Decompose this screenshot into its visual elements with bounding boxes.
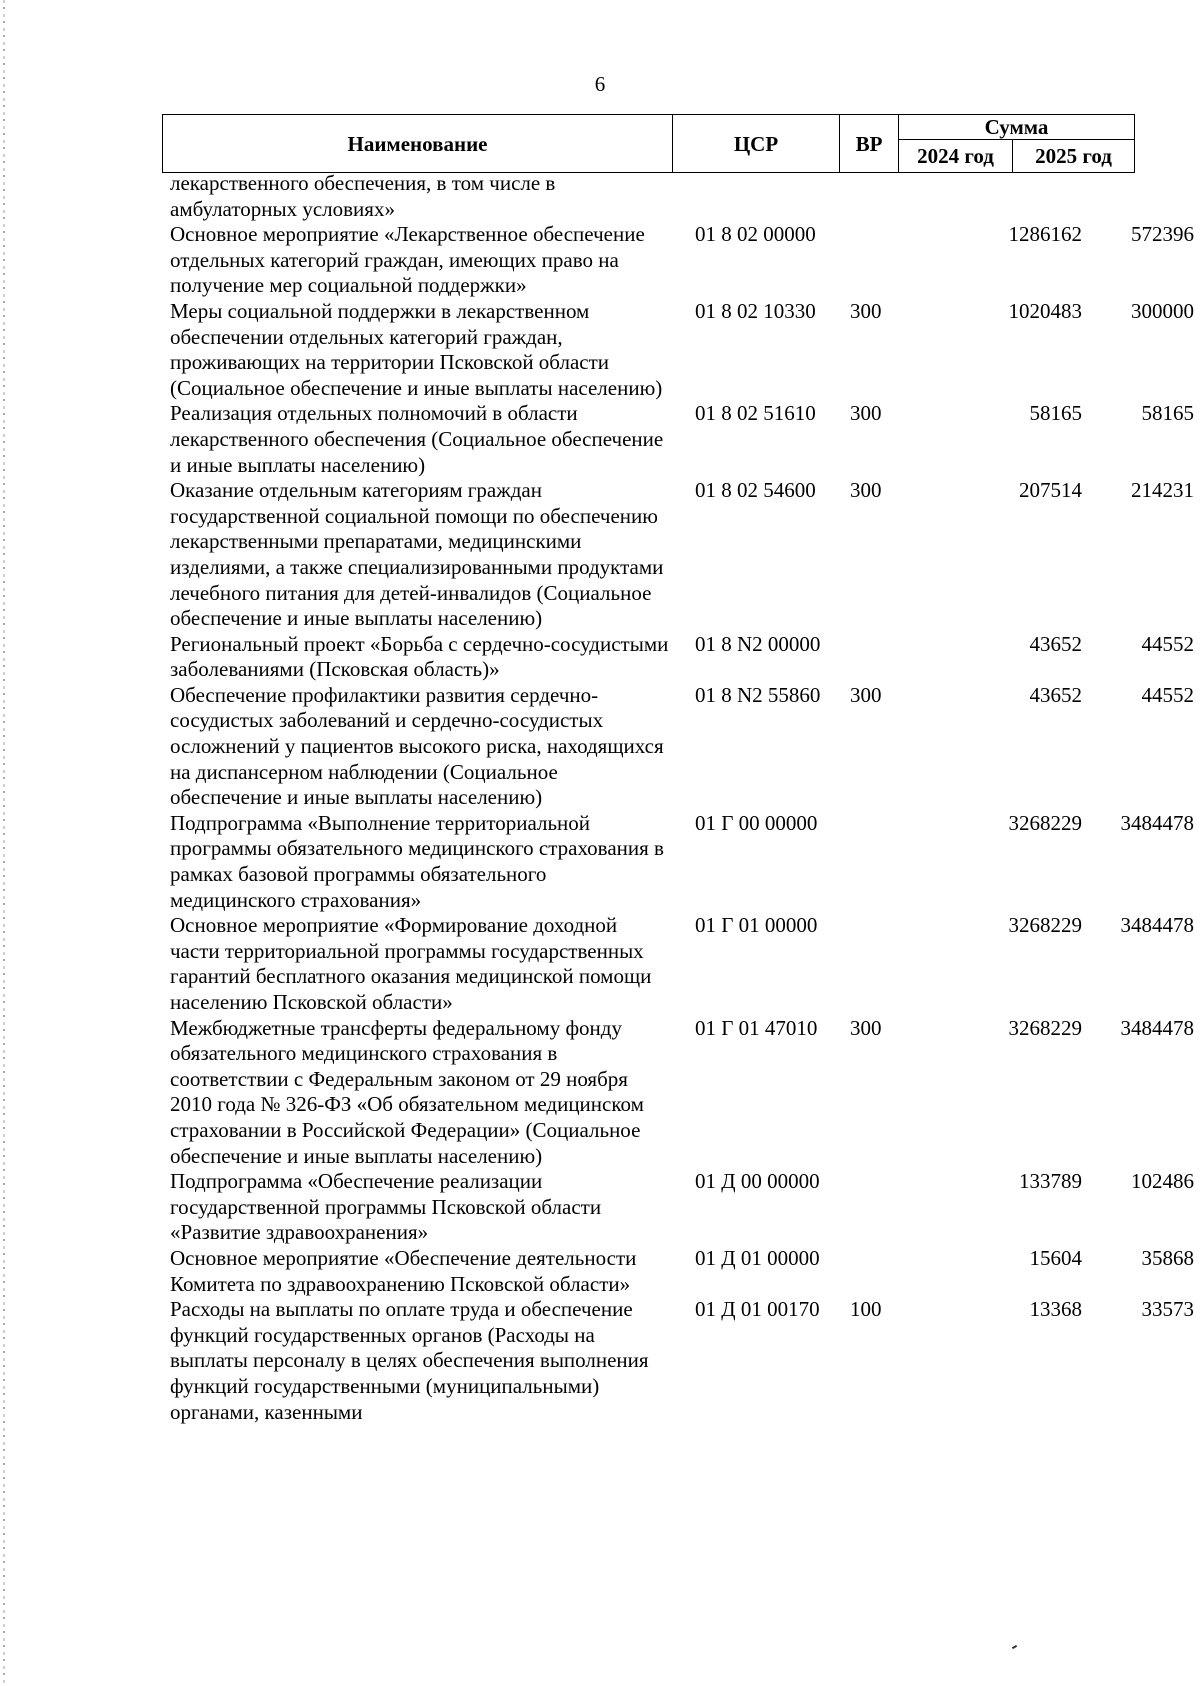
row-csr: 01 8 N2 00000 [695,631,821,656]
row-csr: 01 Д 01 00000 [695,1245,820,1270]
row-name: лекарственного обеспечения, в том числе в амбулаторных условиях» [170,171,556,221]
row-csr: 01 Г 01 00000 [695,913,818,938]
table-body [170,171,1194,1425]
table-row [170,222,1194,299]
row-name: Оказание отдельным категориям граждан государственной социальной помощи по обеспечению лекарственными препаратами, медицинскими изделиями, а также специализированными продуктами лечебного питания для детей-инвалидов (Социальное обеспечение и иные выплаты населению) [170,478,664,631]
row-sum-2024: 13368 [1029,1297,1082,1322]
table-row [170,1015,1194,1170]
row-sum-2024: 133789 [1019,1169,1082,1194]
table-row [170,810,1194,913]
table-row [170,171,1134,222]
scan-mark [1012,1645,1017,1649]
row-sum-2024: 15604 [1029,1245,1082,1270]
row-sum-2025: 33573 [1141,1297,1194,1322]
row-vr: 300 [850,298,882,323]
row-sum-2025: 572396 [1131,222,1194,247]
row-csr: 01 8 N2 55860 [695,682,821,707]
row-sum-2025: 3484478 [1120,810,1194,835]
header-year-2025: 2025 год [1013,140,1135,173]
header-csr: ЦСР [673,115,840,173]
row-sum-2025: 3484478 [1120,913,1194,938]
row-sum-2024: 3268229 [1008,913,1082,938]
row-sum-2024: 3268229 [1008,810,1082,835]
row-sum-2024: 43652 [1029,631,1082,656]
table-row [170,631,1194,683]
row-csr: 01 Д 00 00000 [695,1169,820,1194]
header-name: Наименование [163,115,673,173]
scan-edge [3,0,5,1686]
table-row [170,1169,1194,1246]
row-vr: 300 [850,401,882,426]
table-row [170,298,1194,401]
row-csr: 01 8 02 00000 [695,222,816,247]
header-sum: Сумма [899,115,1135,140]
row-sum-2025: 35868 [1141,1245,1194,1270]
row-csr: 01 Г 01 47010 [695,1015,818,1040]
table-row [170,478,1194,632]
row-name: Расходы на выплаты по оплате труда и обеспечение функций государственных органов (Расходы на выплаты персоналу в целях обеспечения выполнения функций государственными (муниципальными) органами, казенными [170,1297,649,1424]
row-name: Региональный проект «Борьба с сердечно-сосудистыми заболеваниями (Псковская область)» [170,631,669,682]
row-vr: 100 [850,1297,882,1322]
table-row [170,401,1194,478]
row-csr: 01 8 02 51610 [695,401,816,426]
table-row [170,913,1194,1015]
row-name: Основное мероприятие «Лекарственное обеспечение отдельных категорий граждан, имеющих право на получение мер социальной поддержки» [170,222,645,298]
row-name: Основное мероприятие «Формирование доходной части территориальной программы государственных гарантий бесплатного оказания медицинской помощи населению Псковской области» [170,913,652,1014]
row-name: Обеспечение профилактики развития сердечно-сосудистых заболеваний и сердечно-сосудистых осложнений у пациентов высокого риска, находящихся на диспансерном наблюдении (Социальное обеспечение и иные выплаты населению) [170,682,664,810]
header-vr: ВР [840,115,899,173]
row-sum-2024: 58165 [1029,401,1082,426]
row-sum-2024: 3268229 [1008,1015,1082,1040]
row-sum-2025: 214231 [1131,478,1194,503]
page-number: 6 [594,72,606,96]
row-name: Подпрограмма «Обеспечение реализации государственной программы Псковской области «Развитие здравоохранения» [170,1169,602,1245]
row-sum-2025: 300000 [1131,298,1194,323]
row-csr: 01 Г 00 00000 [695,810,818,835]
row-name: Подпрограмма «Выполнение территориальной программы обязательного медицинского страхования в рамках базовой программы обязательного медицинского страхования» [170,810,664,912]
row-sum-2025: 58165 [1141,401,1194,426]
row-name: Реализация отдельных полномочий в области лекарственного обеспечения (Социальное обеспечение и иные выплаты населению) [170,401,664,477]
table-row [170,682,1194,811]
row-csr: 01 Д 01 00170 [695,1297,820,1322]
row-sum-2024: 1286162 [1008,222,1082,247]
row-sum-2024: 43652 [1029,682,1082,707]
table-row [170,1297,1194,1425]
table-header [162,114,1135,173]
row-sum-2025: 102486 [1131,1169,1194,1194]
row-name: Основное мероприятие «Обеспечение деятельности Комитета по здравоохранению Псковской области» [170,1245,637,1296]
row-name: Межбюджетные трансферты федеральному фонду обязательного медицинского страхования в соответствии с Федеральным законом от 29 ноября 2010 года № 326-ФЗ «Об обязательном медицинском страховании в Российской Федерации» (Социальное обеспечение и иные выплаты населению) [170,1015,644,1168]
header-year-2024: 2024 год [899,140,1013,173]
row-sum-2025: 3484478 [1120,1015,1194,1040]
row-name: Меры социальной поддержки в лекарственном обеспечении отдельных категорий граждан, проживающих на территории Псковской области (Социальное обеспечение и иные выплаты населению) [170,298,663,400]
row-vr: 300 [850,1015,882,1040]
row-sum-2024: 1020483 [1008,298,1082,323]
row-sum-2025: 44552 [1141,682,1194,707]
table-row [170,1245,1194,1297]
row-vr: 300 [850,478,882,503]
row-vr: 300 [850,682,882,707]
row-csr: 01 8 02 10330 [695,298,816,323]
row-sum-2025: 44552 [1141,631,1194,656]
row-sum-2024: 207514 [1019,478,1082,503]
row-csr: 01 8 02 54600 [695,478,816,503]
